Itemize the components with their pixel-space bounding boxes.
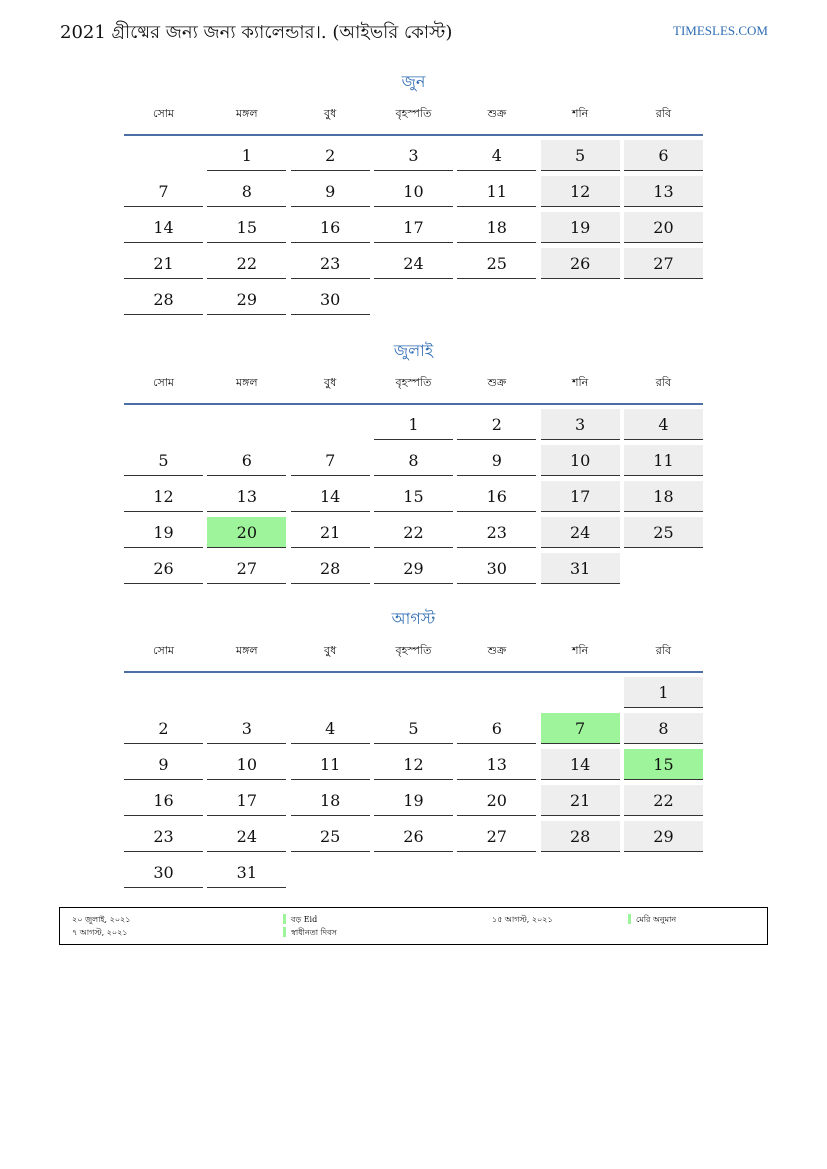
- weekday-label: মঙ্গল: [236, 106, 258, 120]
- empty-cell: [624, 284, 703, 315]
- day-cell: 3: [207, 713, 286, 744]
- day-cell: 5: [124, 445, 203, 476]
- week-row: [124, 857, 703, 893]
- day-cell: 2: [124, 713, 203, 744]
- month-june: [124, 70, 703, 320]
- day-cell: 29: [207, 284, 286, 315]
- day-cell: 23: [124, 821, 203, 852]
- week-row: [124, 749, 703, 785]
- week-row: [124, 212, 703, 248]
- day-cell: 11: [291, 749, 370, 780]
- day-cell: 14: [124, 212, 203, 243]
- day-cell: 22: [207, 248, 286, 279]
- day-cell: 13: [207, 481, 286, 512]
- day-cell: 3: [374, 140, 453, 171]
- day-cell: 8: [374, 445, 453, 476]
- legend-date: ১৫ আগস্ট, ২০২১: [492, 915, 553, 924]
- day-cell: 30: [457, 553, 536, 584]
- day-cell: 19: [124, 517, 203, 548]
- day-cell: 12: [124, 481, 203, 512]
- day-cell: 24: [374, 248, 453, 279]
- day-cell: 18: [624, 481, 703, 512]
- day-cell: 7: [541, 713, 620, 744]
- empty-cell: [457, 677, 536, 708]
- day-cell: 17: [374, 212, 453, 243]
- day-cell: 10: [374, 176, 453, 207]
- weekday-label: বুধ: [324, 106, 337, 120]
- day-cell: 27: [207, 553, 286, 584]
- day-cell: 30: [291, 284, 370, 315]
- day-cell: 13: [457, 749, 536, 780]
- day-cell: 25: [624, 517, 703, 548]
- month-august: [124, 607, 703, 893]
- day-cell: 13: [624, 176, 703, 207]
- day-cell: 4: [457, 140, 536, 171]
- weekday-label: রবি: [655, 643, 672, 657]
- empty-cell: [291, 409, 370, 440]
- day-cell: 31: [207, 857, 286, 888]
- weekday-label: শনি: [572, 643, 589, 657]
- week-row: [124, 176, 703, 212]
- day-cell: 8: [207, 176, 286, 207]
- legend-date: ৭ আগস্ট, ২০২১: [72, 928, 128, 937]
- weekday-label: শুক্র: [487, 106, 507, 120]
- day-cell: 15: [207, 212, 286, 243]
- day-cell: 20: [624, 212, 703, 243]
- weekday-label: রবি: [655, 375, 672, 389]
- day-cell: 27: [624, 248, 703, 279]
- empty-cell: [624, 857, 703, 888]
- empty-cell: [291, 677, 370, 708]
- week-row: [124, 409, 703, 445]
- legend-holiday-name: মেরি অনুমান: [636, 915, 677, 924]
- day-cell: 1: [374, 409, 453, 440]
- empty-cell: [291, 857, 370, 888]
- day-cell: 20: [207, 517, 286, 548]
- month-title: জুলাই: [393, 341, 434, 360]
- day-cell: 25: [457, 248, 536, 279]
- day-cell: 1: [207, 140, 286, 171]
- day-cell: 11: [457, 176, 536, 207]
- week-row: [124, 481, 703, 517]
- day-cell: 18: [291, 785, 370, 816]
- day-cell: 26: [541, 248, 620, 279]
- day-cell: 27: [457, 821, 536, 852]
- day-cell: 15: [624, 749, 703, 780]
- weekday-label: বৃহস্পতি: [395, 375, 432, 389]
- brand-link[interactable]: TIMESLES.COM: [673, 23, 768, 38]
- page-title: 2021 গ্রীষ্মের জন্য জন্য ক্যালেন্ডার।. (আইভরি কোস্ট): [60, 22, 453, 43]
- holiday-marker: [283, 914, 286, 924]
- weekday-label: শুক্র: [487, 375, 507, 389]
- day-cell: 28: [291, 553, 370, 584]
- weekday-label: বৃহস্পতি: [395, 106, 432, 120]
- day-cell: 16: [457, 481, 536, 512]
- empty-cell: [207, 677, 286, 708]
- day-cell: 21: [541, 785, 620, 816]
- legend-holiday-name: স্বাধীনতা দিবস: [291, 928, 337, 937]
- holiday-legend: [59, 907, 768, 945]
- day-cell: 16: [291, 212, 370, 243]
- week-row: [124, 713, 703, 749]
- legend-date: ২০ জুলাই, ২০২১: [72, 915, 131, 924]
- empty-cell: [374, 857, 453, 888]
- day-cell: 17: [541, 481, 620, 512]
- day-cell: 6: [624, 140, 703, 171]
- empty-cell: [457, 857, 536, 888]
- weekday-label: মঙ্গল: [236, 375, 258, 389]
- weekday-label: মঙ্গল: [236, 643, 258, 657]
- legend-holiday-name: বড় Eid: [291, 915, 318, 924]
- day-cell: 23: [291, 248, 370, 279]
- weekday-header: [124, 631, 703, 671]
- day-cell: 2: [457, 409, 536, 440]
- day-cell: 19: [541, 212, 620, 243]
- weekday-header: [124, 94, 703, 134]
- day-cell: 30: [124, 857, 203, 888]
- empty-cell: [124, 140, 203, 171]
- weekday-label: বৃহস্পতি: [395, 643, 432, 657]
- weekday-label: বুধ: [324, 643, 337, 657]
- header-divider: [124, 403, 703, 405]
- day-cell: 15: [374, 481, 453, 512]
- empty-cell: [124, 409, 203, 440]
- day-cell: 1: [624, 677, 703, 708]
- empty-cell: [541, 284, 620, 315]
- week-row: [124, 553, 703, 589]
- weekday-label: শনি: [572, 106, 589, 120]
- day-cell: 7: [291, 445, 370, 476]
- day-cell: 19: [374, 785, 453, 816]
- holiday-marker: [628, 914, 631, 924]
- day-cell: 9: [291, 176, 370, 207]
- day-cell: 9: [124, 749, 203, 780]
- day-cell: 10: [207, 749, 286, 780]
- day-cell: 29: [374, 553, 453, 584]
- month-july: [124, 339, 703, 589]
- day-cell: 17: [207, 785, 286, 816]
- weekday-label: রবি: [655, 106, 672, 120]
- day-cell: 18: [457, 212, 536, 243]
- weekday-label: শুক্র: [487, 643, 507, 657]
- empty-cell: [374, 677, 453, 708]
- day-cell: 6: [207, 445, 286, 476]
- day-cell: 16: [124, 785, 203, 816]
- week-row: [124, 248, 703, 284]
- day-cell: 26: [124, 553, 203, 584]
- empty-cell: [541, 857, 620, 888]
- week-row: [124, 517, 703, 553]
- day-cell: 14: [291, 481, 370, 512]
- weekday-label: সোম: [152, 643, 175, 657]
- weekday-label: শনি: [572, 375, 589, 389]
- day-cell: 26: [374, 821, 453, 852]
- day-cell: 28: [541, 821, 620, 852]
- day-cell: 21: [124, 248, 203, 279]
- empty-cell: [124, 677, 203, 708]
- day-cell: 4: [291, 713, 370, 744]
- day-cell: 12: [541, 176, 620, 207]
- day-cell: 22: [374, 517, 453, 548]
- day-cell: 24: [541, 517, 620, 548]
- day-cell: 25: [291, 821, 370, 852]
- day-cell: 28: [124, 284, 203, 315]
- weekday-header: [124, 363, 703, 403]
- weekday-label: সোম: [152, 106, 175, 120]
- day-cell: 9: [457, 445, 536, 476]
- empty-cell: [541, 677, 620, 708]
- week-row: [124, 140, 703, 176]
- empty-cell: [374, 284, 453, 315]
- weekday-label: সোম: [152, 375, 175, 389]
- day-cell: 5: [541, 140, 620, 171]
- week-row: [124, 785, 703, 821]
- day-cell: 4: [624, 409, 703, 440]
- week-row: [124, 677, 703, 713]
- empty-cell: [457, 284, 536, 315]
- day-cell: 22: [624, 785, 703, 816]
- empty-cell: [207, 409, 286, 440]
- month-title: জুন: [401, 72, 426, 91]
- day-cell: 10: [541, 445, 620, 476]
- day-cell: 2: [291, 140, 370, 171]
- empty-cell: [624, 553, 703, 584]
- day-cell: 11: [624, 445, 703, 476]
- day-cell: 23: [457, 517, 536, 548]
- day-cell: 31: [541, 553, 620, 584]
- day-cell: 8: [624, 713, 703, 744]
- week-row: [124, 284, 703, 320]
- day-cell: 14: [541, 749, 620, 780]
- week-row: [124, 445, 703, 481]
- month-title: আগস্ট: [391, 609, 436, 628]
- header-divider: [124, 671, 703, 673]
- day-cell: 6: [457, 713, 536, 744]
- day-cell: 24: [207, 821, 286, 852]
- day-cell: 12: [374, 749, 453, 780]
- day-cell: 29: [624, 821, 703, 852]
- day-cell: 3: [541, 409, 620, 440]
- day-cell: 5: [374, 713, 453, 744]
- weekday-label: বুধ: [324, 375, 337, 389]
- day-cell: 21: [291, 517, 370, 548]
- header-divider: [124, 134, 703, 136]
- day-cell: 20: [457, 785, 536, 816]
- holiday-marker: [283, 927, 286, 937]
- week-row: [124, 821, 703, 857]
- day-cell: 7: [124, 176, 203, 207]
